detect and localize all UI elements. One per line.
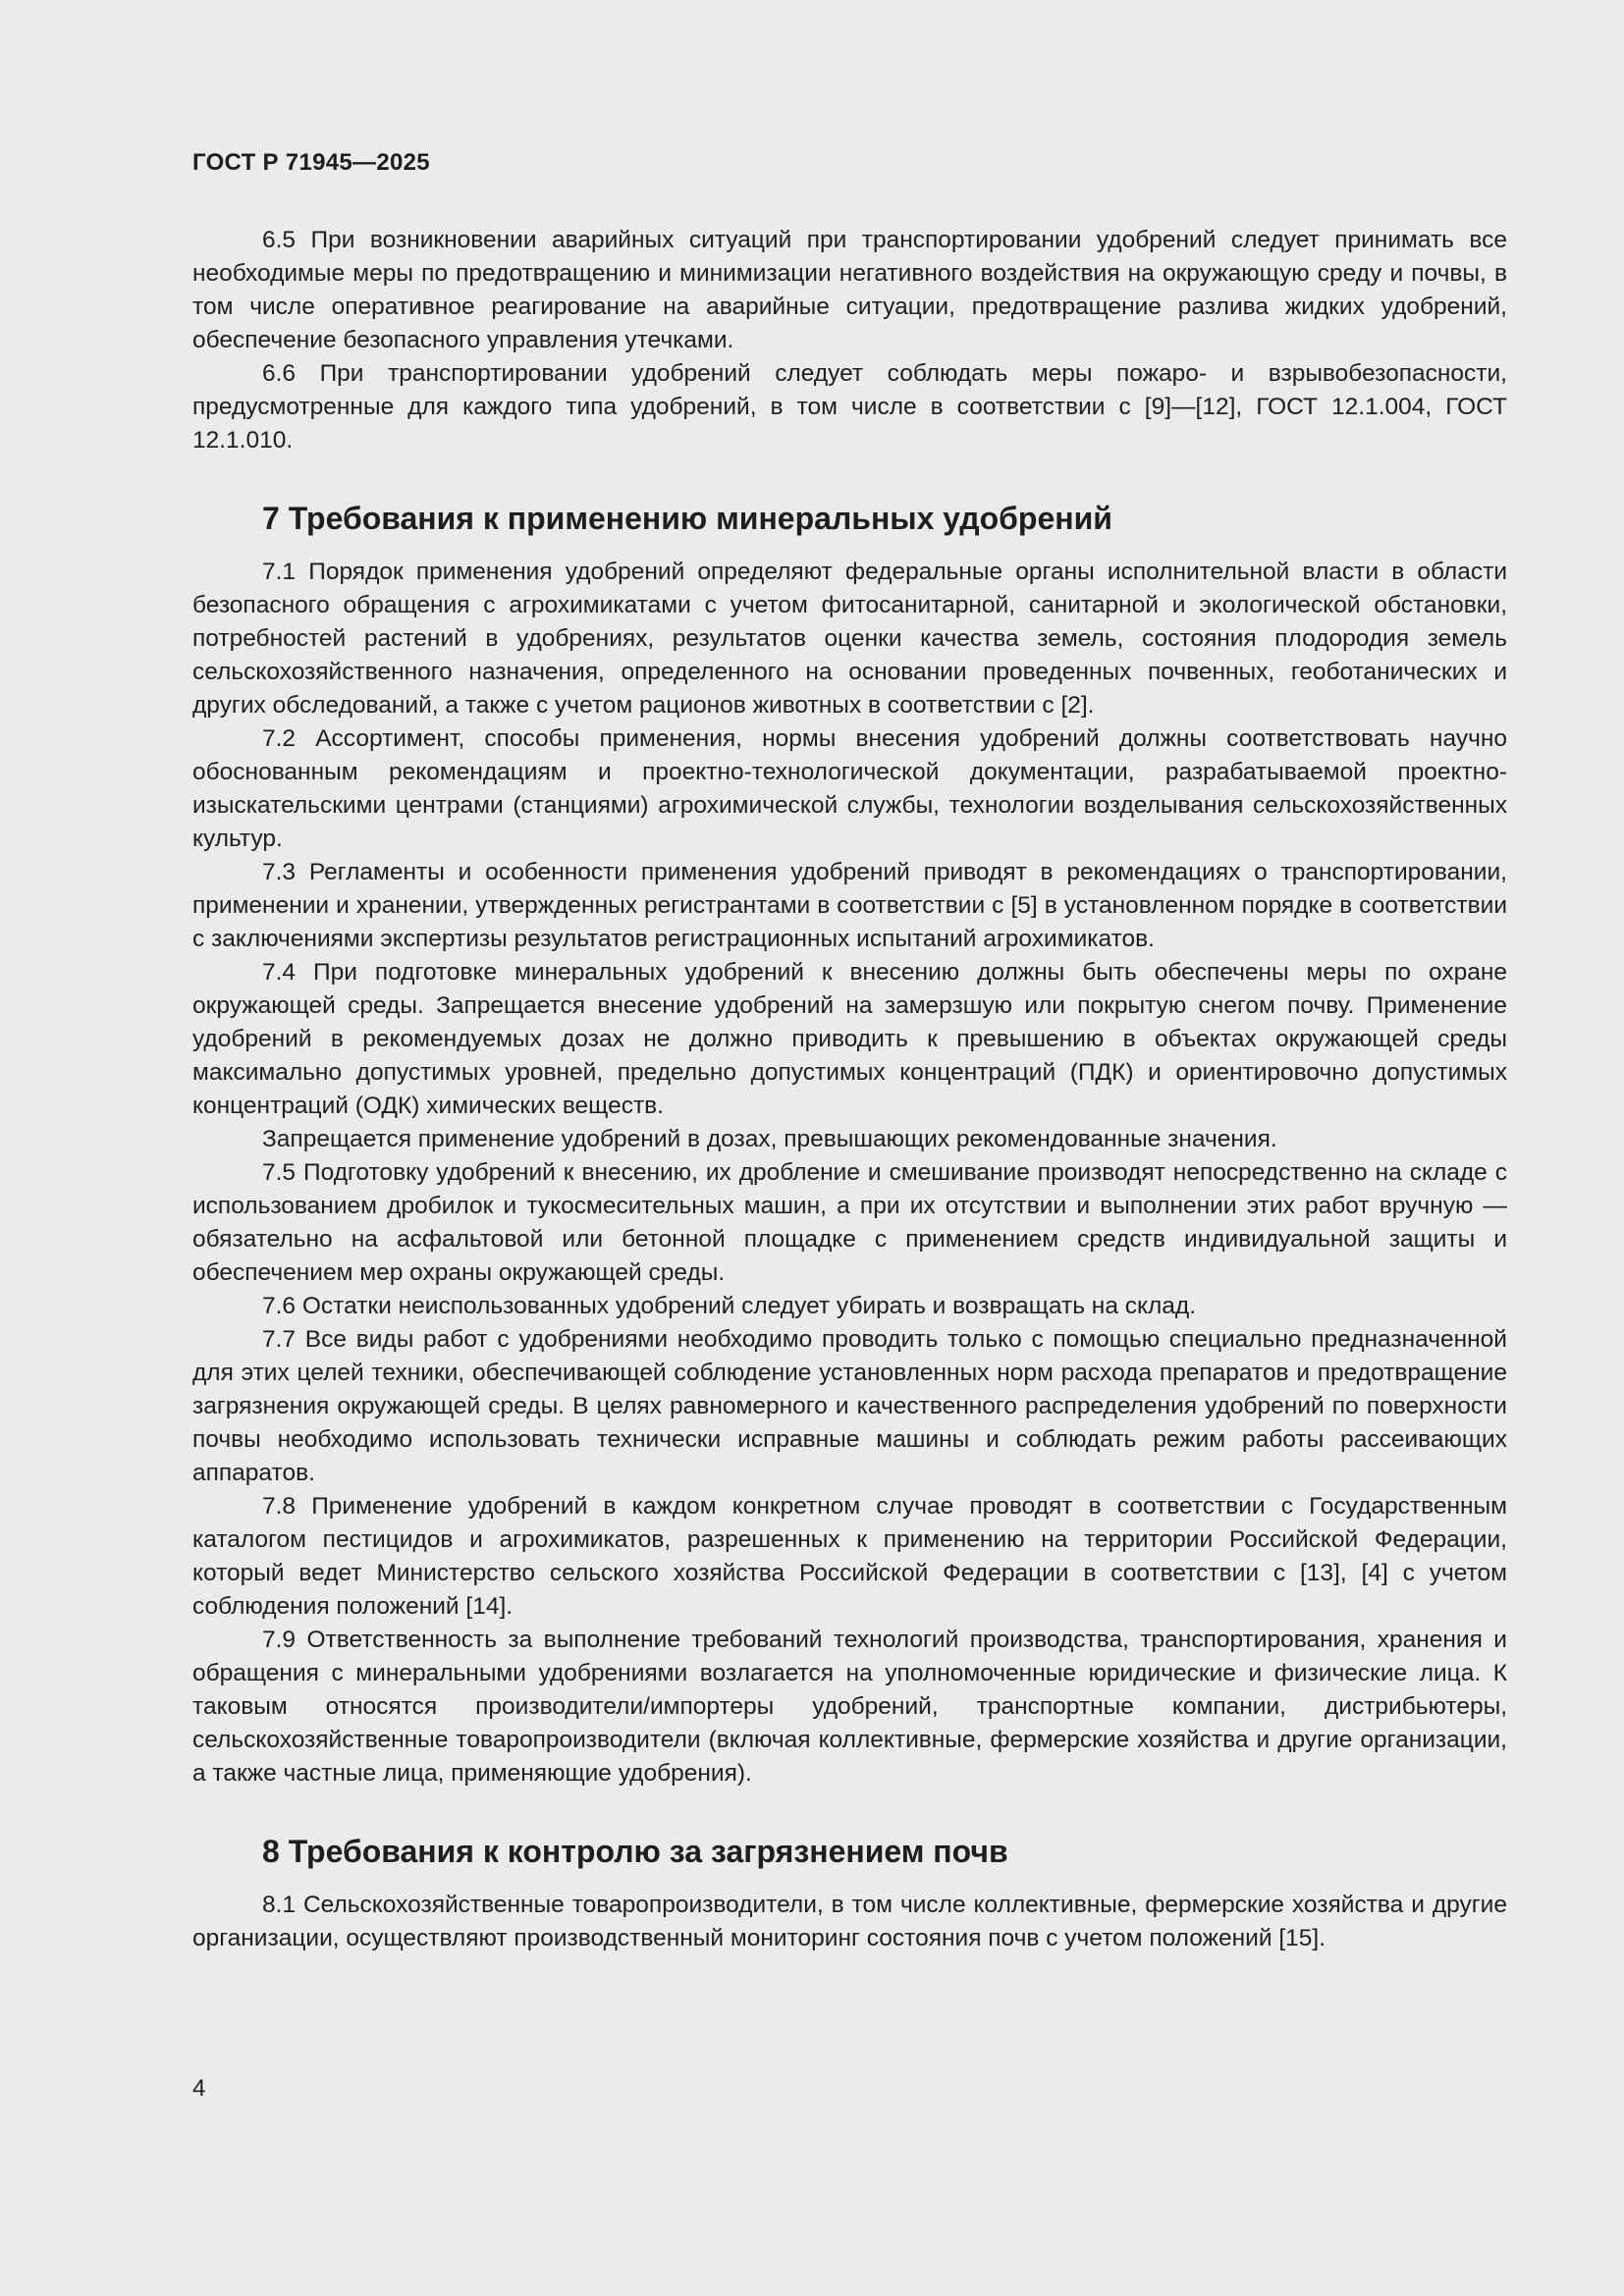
document-body (192, 224, 1507, 1955)
paragraph-6-6: 6.6 При транспортировании удобрений следует соблюдать меры пожаро- и взрывобезопасности, предусмотренные для каждого типа удобрений, в том числе в соответствии с [9]—[12], ГОСТ 12.1.004, ГОСТ 12.1.010. (192, 360, 1507, 454)
paragraph-7-7: 7.7 Все виды работ с удобрениями необходимо проводить только с помощью специально предназначенной для этих целей техники, обеспечивающей соблюдение установленных норм расхода препаратов и предотвращение загрязнения окружающей среды. В целях равномерного и качественного распределения удобрений по поверхности почвы необходимо использовать технически исправные машины и соблюдать режим работы рассеивающих аппаратов. (192, 1326, 1507, 1486)
paragraph-7-3: 7.3 Регламенты и особенности применения удобрений приводят в рекомендациях о транспортировании, применении и хранении, утвержденных регистрантами в соответствии с [5] в установленном порядке в соответствии с заключениями экспертизы результатов регистрационных испытаний агрохимикатов. (192, 859, 1507, 952)
paragraph-7-9: 7.9 Ответственность за выполнение требований технологий производства, транспортирования, хранения и обращения с минеральными удобрениями возлагается на уполномоченные юридические и физические лица. К таковым относятся производители/импортеры удобрений, транспортные компании, дистрибьютеры, сельскохозяйственные товаропроизводители (включая коллективные, фермерские хозяйства и другие организации, а также частные лица, применяющие удобрения). (192, 1627, 1507, 1787)
paragraph-7-6: 7.6 Остатки неиспользованных удобрений следует убирать и возвращать на склад. (262, 1293, 1197, 1319)
paragraph-7-4-prohibition: Запрещается применение удобрений в дозах, превышающих рекомендованные значения. (262, 1126, 1277, 1152)
section-7-title: 7 Требования к применению минеральных удобрений (262, 501, 1112, 536)
paragraph-7-8: 7.8 Применение удобрений в каждом конкретном случае проводят в соответствии с Государственным каталогом пестицидов и агрохимикатов, разрешенных к применению на территории Российской Федерации, который ведет Министерство сельского хозяйства Российской Федерации в соответствии с [13], [4] с учетом соблюдения положений [14]. (192, 1493, 1507, 1620)
paragraph-7-2: 7.2 Ассортимент, способы применения, нормы внесения удобрений должны соответствовать научно обоснованным рекомендациям и проектно-технологической документации, разрабатываемой проектно-изыскательскими центрами (станциями) агрохимической службы, технологии возделывания сельскохозяйственных культур. (192, 725, 1507, 852)
paragraph-7-5: 7.5 Подготовку удобрений к внесению, их дробление и смешивание производят непосредственно на складе с использованием дробилок и тукосмесительных машин, а при их отсутствии и выполнении этих работ вручную — обязательно на асфальтовой или бетонной площадке с применением средств индивидуальной защиты и обеспечением мер охраны окружающей среды. (192, 1159, 1507, 1286)
page-number: 4 (192, 2075, 206, 2102)
paragraph-8-1: 8.1 Сельскохозяйственные товаропроизводители, в том числе коллективные, фермерские хозяйства и другие организации, осуществляют производственный мониторинг состояния почв с учетом положений [15]. (192, 1892, 1507, 1951)
document-header: ГОСТ Р 71945—2025 (192, 149, 430, 176)
section-8-title: 8 Требования к контролю за загрязнением почв (262, 1834, 1008, 1869)
paragraph-6-5: 6.5 При возникновении аварийных ситуаций при транспортировании удобрений следует принимать все необходимые меры по предотвращению и минимизации негативного воздействия на окружающую среду и почвы, в том числе оперативное реагирование на аварийные ситуации, предотвращение разлива жидких удобрений, обеспечение безопасного управления утечками. (192, 227, 1507, 353)
paragraph-7-1: 7.1 Порядок применения удобрений определяют федеральные органы исполнительной власти в области безопасного обращения с агрохимикатами с учетом фитосанитарной, санитарной и экологической обстановки, потребностей растений в удобрениях, результатов оценки качества земель, состояния плодородия земель сельскохозяйственного назначения, определенного на основании проведенных почвенных, геоботанических и других обследований, а также с учетом рационов животных в соответствии с [2]. (192, 559, 1507, 719)
paragraph-7-4: 7.4 При подготовке минеральных удобрений к внесению должны быть обеспечены меры по охране окружающей среды. Запрещается внесение удобрений на замерзшую или покрытую снегом почву. Применение удобрений в рекомендуемых дозах не должно приводить к превышению в объектах окружающей среды максимально допустимых уровней, предельно допустимых концентраций (ПДК) и ориентировочно допустимых концентраций (ОДК) химических веществ. (192, 959, 1507, 1119)
